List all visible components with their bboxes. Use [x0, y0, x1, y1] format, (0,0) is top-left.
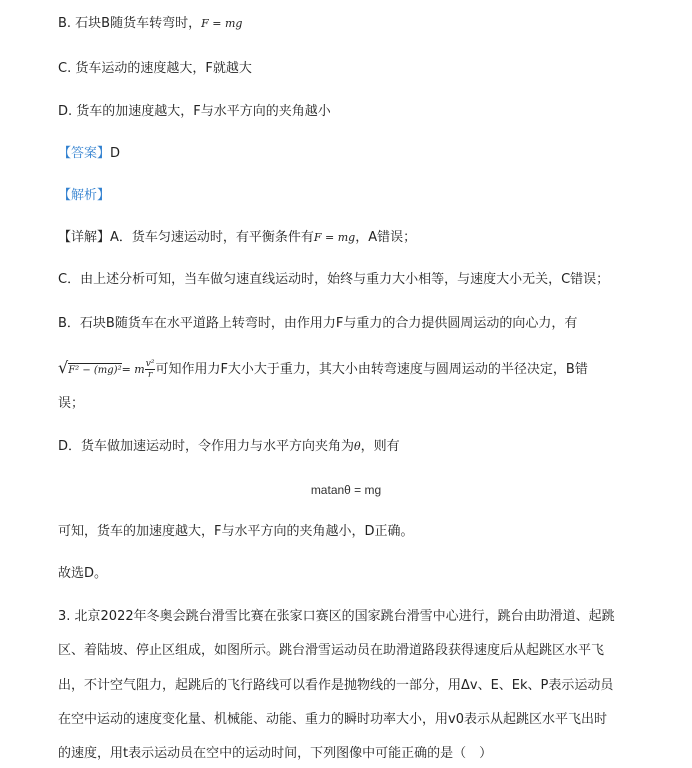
sqrt-expression: [58, 356, 122, 383]
analysis-tag: 【解析】: [58, 188, 111, 203]
question3-line3: 出，不计空气阻力，起跳后的飞行路线可以看作是抛物线的一部分，用Δv、E、Ek、P表示运动员: [58, 678, 614, 693]
fraction-denominator: r: [147, 370, 153, 380]
sqrt-radicand: F² − (mg)²: [68, 365, 122, 376]
detail-choose: 故选D。: [58, 566, 108, 581]
detail-d-prefix: D．货车做加速运动时，令作用力与水平方向夹角为: [58, 439, 355, 454]
sqrt-icon: √: [58, 358, 69, 377]
option-c: C. 货车运动的速度越大，F就越大: [58, 61, 252, 76]
question3-line2: 区、着陆坡、停止区组成，如图所示。跳台滑雪运动员在助滑道路段获得速度后从起跳区水平飞: [58, 643, 605, 658]
detail-d-suffix: ，则有: [360, 439, 400, 454]
fraction-numerator: v²: [145, 359, 155, 369]
option-b-text: B. 石块B随货车转弯时，: [58, 16, 202, 31]
question3-line4: 在空中运动的速度变化量、机械能、动能、重力的瞬时功率大小，用v0表示从起跳区水平飞出时: [58, 712, 607, 727]
detail-b-formula-line: [58, 356, 588, 383]
detail-b-continue: 可知作用力F大小大于重力，其大小由转弯速度与圆周运动的半径决定，B错: [155, 362, 588, 377]
detail-a-suffix: ，A错误；: [355, 230, 417, 245]
option-b-formula: F = mg: [201, 17, 243, 30]
option-d: D. 货车的加速度越大，F与水平方向的夹角越小: [58, 104, 331, 119]
answer-tag: 【答案】: [58, 146, 111, 161]
detail-d: [58, 437, 400, 457]
question3-line1: 3. 北京2022年冬奥会跳台滑雪比赛在张家口赛区的国家跳台滑雪中心进行，跳台由助滑道、起跳: [58, 609, 615, 624]
detail-d-formula: matanθ = mg: [310, 483, 382, 497]
answer-line: [58, 144, 120, 164]
formula-fraction: [145, 359, 156, 380]
detail-a-formula: F = mg: [313, 231, 356, 244]
question3-line5: 的速度，用t表示运动员在空中的运动时间，下列图像中可能正确的是（ ）: [58, 746, 493, 761]
detail-c: C．由上述分析可知，当车做匀速直线运动时，始终与重力大小相等，与速度大小无关，C错误；: [58, 272, 610, 287]
option-b: [58, 14, 242, 34]
detail-a-prefix: 【详解】A．货车匀速运动时，有平衡条件有: [58, 230, 314, 245]
answer-value: D: [110, 146, 121, 161]
detail-a: [58, 228, 416, 248]
theta-symbol: θ: [354, 440, 361, 453]
detail-b-end: 误；: [58, 396, 85, 411]
formula-equals: = m: [121, 363, 145, 376]
detail-b: B．石块B随货车在水平道路上转弯时，由作用力F与重力的合力提供圆周运动的向心力，有: [58, 316, 578, 331]
detail-conclusion: 可知，货车的加速度越大，F与水平方向的夹角越小，D正确。: [58, 524, 414, 539]
